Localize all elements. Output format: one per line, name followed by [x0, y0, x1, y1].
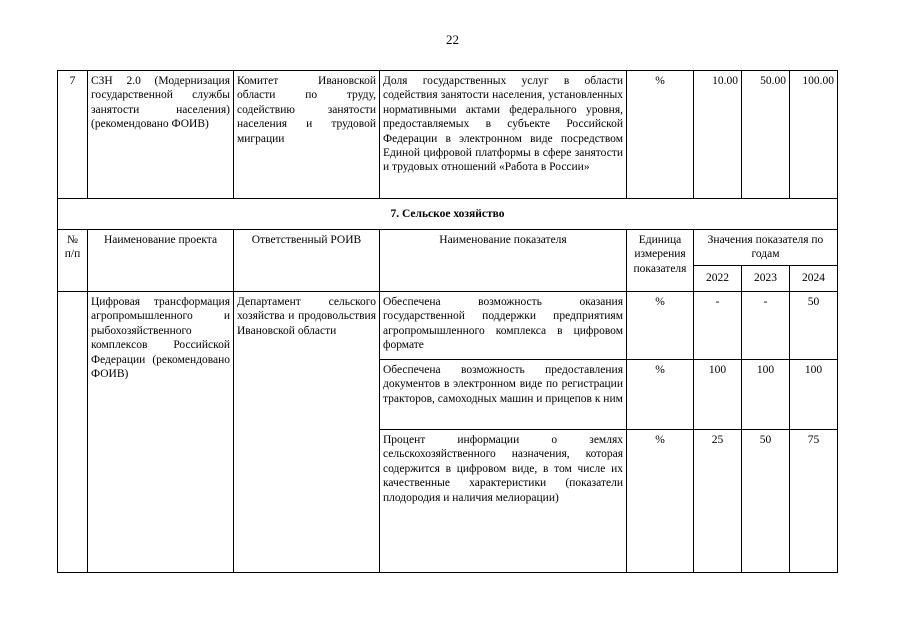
value-2023: 50: [742, 430, 790, 573]
header-row: [58, 230, 838, 266]
value-2022: 25: [694, 430, 742, 573]
unit: %: [627, 360, 694, 430]
value-2024: 100: [790, 360, 838, 430]
page-number: 22: [446, 32, 459, 47]
value-2022: -: [694, 292, 742, 360]
project-name: СЗН 2.0 (Модернизация государственной службы занятости населения) (рекомендовано ФОИВ): [88, 71, 234, 199]
indicator-name: Процент информации о землях сельскохозяйственного назначения, которая содержится в цифровом виде, в том числе их качественные характеристики (показатели плодородия и наличия мелиорации): [380, 430, 627, 573]
unit: %: [627, 71, 694, 199]
project-name: Цифровая трансформация агропромышленного и рыбохозяйственного комплексов Российской Федерации (рекомендовано ФОИВ): [88, 292, 234, 573]
value-2024: 50: [790, 292, 838, 360]
value-2022: 100: [694, 360, 742, 430]
section-title: 7. Сельское хозяйство: [58, 199, 838, 230]
header-year-2023: 2023: [742, 266, 790, 292]
header-indicator: Наименование показателя: [380, 230, 627, 292]
header-unit: Единица измерения показателя: [627, 230, 694, 292]
value-2024: 100.00: [790, 71, 838, 199]
header-year-2022: 2022: [694, 266, 742, 292]
value-2022: 10.00: [694, 71, 742, 199]
header-responsible: Ответственный РОИВ: [234, 230, 380, 292]
value-2024: 75: [790, 430, 838, 573]
row-number: 7: [58, 71, 88, 199]
responsible-authority: Департамент сельского хозяйства и продовольствия Ивановской области: [234, 292, 380, 573]
section-row: [58, 199, 838, 230]
header-values: Значения показателя по годам: [694, 230, 838, 266]
row-number: [58, 292, 88, 573]
indicator-table: [57, 70, 838, 573]
header-year-2024: 2024: [790, 266, 838, 292]
table-row: [58, 292, 838, 360]
table-row-7: [58, 71, 838, 199]
value-2023: 100: [742, 360, 790, 430]
unit: %: [627, 292, 694, 360]
value-2023: 50.00: [742, 71, 790, 199]
header-num: № п/п: [58, 230, 88, 292]
indicator-name: Обеспечена возможность оказания государственной поддержки предприятиям агропромышленного комплекса в цифровом формате: [380, 292, 627, 360]
unit: %: [627, 430, 694, 573]
indicator-name: Доля государственных услуг в области содействия занятости населения, установленных нормативными актами федерального уровня, предоставляемых в субъекте Российской Федерации в электронном виде посредством Единой цифровой платформы в сфере занятости и трудовых отношений «Работа в России»: [380, 71, 627, 199]
header-project: Наименование проекта: [88, 230, 234, 292]
indicator-name: Обеспечена возможность предоставления документов в электронном виде по регистрации тракторов, самоходных машин и прицепов к ним: [380, 360, 627, 430]
responsible-authority: Комитет Ивановской области по труду, содействию занятости населения и трудовой миграции: [234, 71, 380, 199]
value-2023: -: [742, 292, 790, 360]
